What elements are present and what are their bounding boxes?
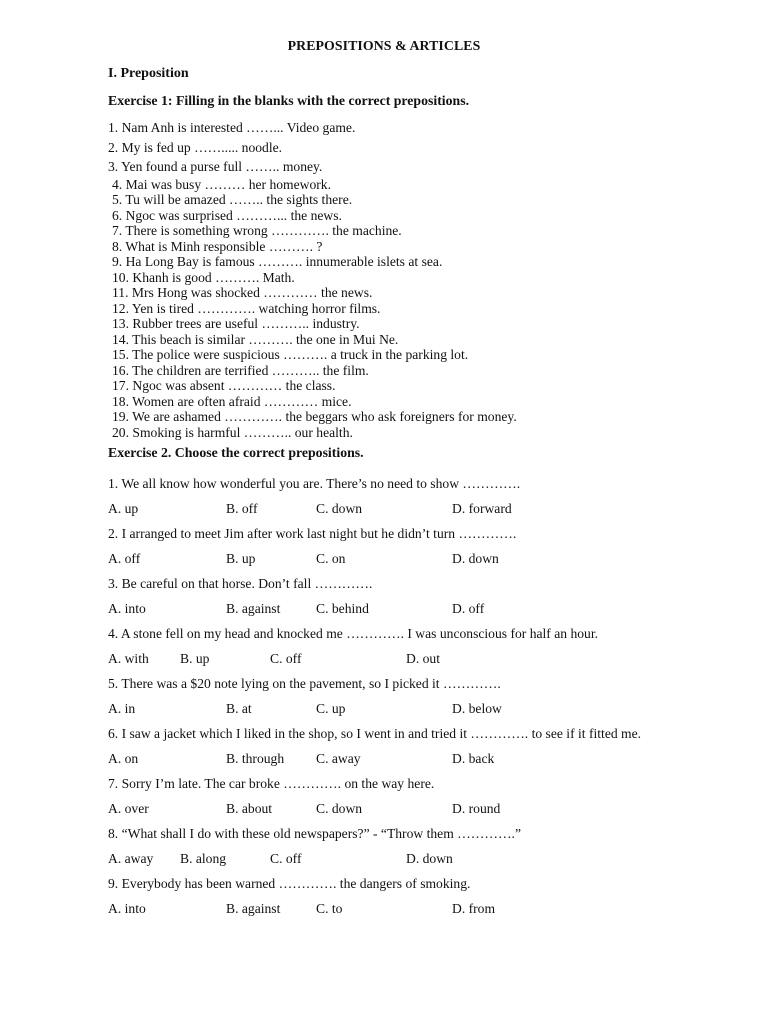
option-c: C. down	[316, 801, 363, 816]
option-d: D. back	[452, 751, 495, 766]
question-text: 3. Be careful on that horse. Don’t fall ………….	[108, 576, 373, 591]
exercise1-item: 8. What is Minh responsible ………. ?	[112, 238, 323, 254]
question-text: 2. I arranged to meet Jim after work last night but he didn’t turn ………….	[108, 526, 517, 541]
exercise1-list	[108, 118, 517, 440]
option-c: C. up	[316, 701, 346, 716]
answer-options	[108, 795, 688, 822]
option-b: B. off	[226, 501, 258, 516]
option-d: D. round	[452, 801, 501, 816]
question-text: 5. There was a $20 note lying on the pavement, so I picked it ………….	[108, 676, 501, 691]
exercise1-item: 13. Rubber trees are useful ……….. industry.	[112, 316, 360, 331]
answer-options	[108, 745, 688, 772]
exercise1-item: 9. Ha Long Bay is famous ………. innumerable islets at sea.	[112, 254, 443, 269]
option-b: B. against	[226, 901, 281, 916]
option-c: C. to	[316, 901, 343, 916]
exercise1-item: 16. The children are terrified ……….. the film.	[112, 362, 369, 378]
answer-options	[108, 895, 688, 922]
answer-options	[108, 645, 688, 672]
option-d: D. off	[452, 601, 485, 616]
option-a: A. off	[108, 551, 141, 566]
option-d: D. from	[452, 901, 496, 916]
section-heading: I. Preposition	[108, 66, 189, 81]
question-text: 4. A stone fell on my head and knocked me …………. I was unconscious for half an hour.	[108, 626, 599, 641]
option-b: B. against	[226, 601, 281, 616]
option-a: A. on	[108, 751, 139, 766]
exercise1-item: 15. The police were suspicious ………. a truck in the parking lot.	[112, 347, 469, 362]
exercise2-heading: Exercise 2. Choose the correct prepositions.	[108, 445, 364, 460]
option-a: A. in	[108, 701, 136, 716]
exercise1-item: 19. We are ashamed …………. the beggars who ask foreigners for money.	[112, 409, 517, 424]
option-b: B. up	[226, 551, 256, 566]
exercise1-item: 1. Nam Anh is interested ……... Video game.	[108, 120, 356, 135]
question-text: 9. Everybody has been warned …………. the dangers of smoking.	[108, 876, 471, 891]
question-text: 1. We all know how wonderful you are. There’s no need to show ………….	[108, 476, 521, 491]
answer-options	[108, 495, 688, 522]
option-d: D. out	[406, 651, 440, 666]
option-c: C. off	[270, 851, 302, 866]
option-b: B. up	[180, 651, 210, 666]
option-d: D. down	[406, 851, 453, 866]
option-a: A. up	[108, 501, 139, 516]
page-title: PREPOSITIONS & ARTICLES	[287, 38, 481, 53]
option-a: A. into	[108, 601, 146, 616]
exercise1-item: 10. Khanh is good ………. Math.	[112, 269, 295, 285]
option-a: A. into	[108, 901, 146, 916]
option-c: C. away	[316, 751, 361, 766]
option-b: B. along	[180, 851, 227, 866]
option-c: C. behind	[316, 601, 369, 616]
exercise1-item: 20. Smoking is harmful ……….. our health.	[112, 424, 353, 440]
question-text: 7. Sorry I’m late. The car broke …………. on the way here.	[108, 776, 435, 791]
exercise1-item: 14. This beach is similar ………. the one in Mui Ne.	[112, 331, 399, 347]
exercise1-item: 6. Ngoc was surprised ………... the news.	[112, 207, 342, 223]
option-d: D. below	[452, 701, 502, 716]
option-c: C. off	[270, 651, 302, 666]
exercise1-item: 12. Yen is tired …………. watching horror films.	[112, 300, 381, 316]
option-a: A. with	[108, 651, 149, 666]
exercise1-item: 7. There is something wrong …………. the machine.	[112, 223, 402, 238]
question-text: 6. I saw a jacket which I liked in the shop, so I went in and tried it …………. to see if it fitted me.	[108, 726, 642, 741]
option-b: B. about	[226, 801, 273, 816]
answer-options	[108, 595, 688, 622]
exercise1-item: 2. My is fed up ……..... noodle.	[108, 139, 283, 155]
question-text: 8. “What shall I do with these old newspapers?” - “Throw them ………….”	[108, 826, 521, 841]
option-d: D. forward	[452, 501, 512, 516]
option-d: D. down	[452, 551, 499, 566]
answer-options	[108, 545, 688, 572]
exercise1-item: 18. Women are often afraid ………… mice.	[112, 393, 352, 409]
option-c: C. on	[316, 551, 346, 566]
option-a: A. over	[108, 801, 149, 816]
exercise2-questions	[108, 472, 688, 922]
option-a: A. away	[108, 851, 154, 866]
option-b: B. at	[226, 701, 252, 716]
exercise1-item: 5. Tu will be amazed …….. the sights there.	[112, 192, 353, 207]
option-c: C. down	[316, 501, 363, 516]
option-b: B. through	[226, 751, 285, 766]
exercise1-item: 17. Ngoc was absent ………… the class.	[112, 378, 336, 393]
exercise1-item: 4. Mai was busy ……… her homework.	[112, 176, 331, 192]
answer-options	[108, 695, 688, 722]
exercise1-item: 3. Yen found a purse full …….. money.	[108, 159, 323, 174]
exercise1-item: 11. Mrs Hong was shocked ………… the news.	[112, 285, 373, 300]
answer-options	[108, 845, 688, 872]
exercise1-heading: Exercise 1: Filling in the blanks with the correct prepositions.	[108, 93, 470, 108]
